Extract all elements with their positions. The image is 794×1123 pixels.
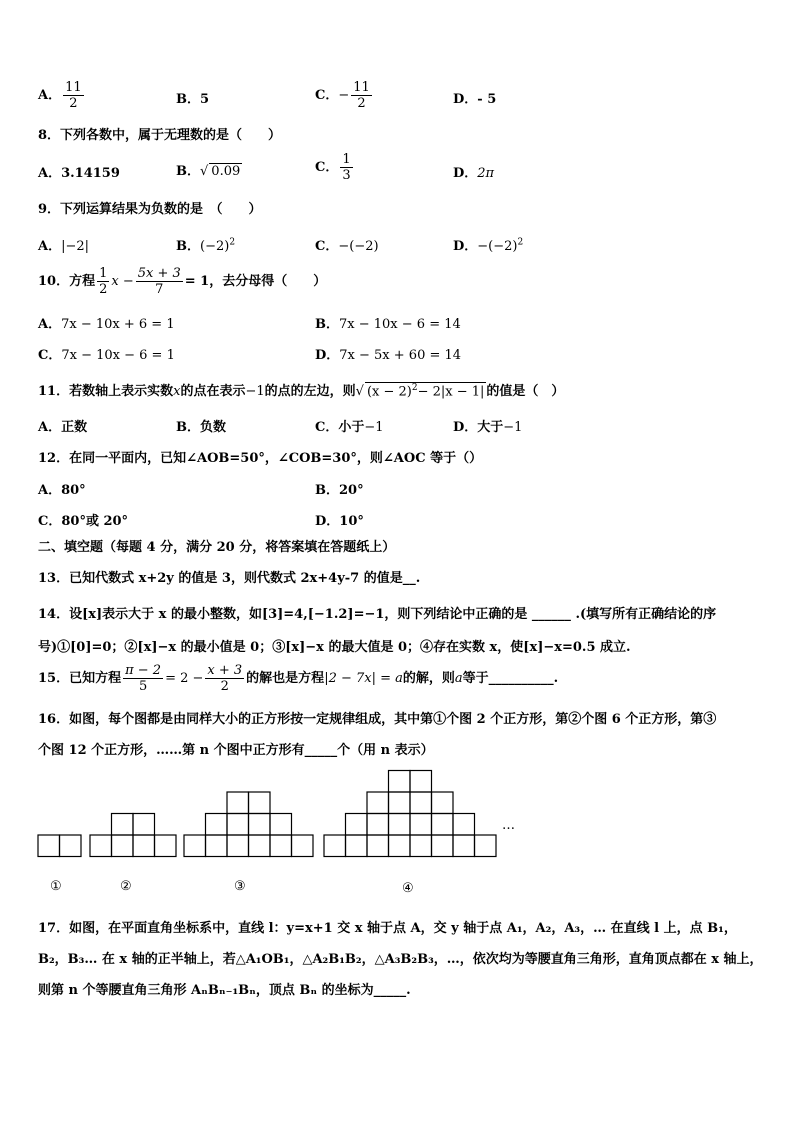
q9-stem: 9．下列运算结果为负数的是 （ ）	[38, 202, 262, 217]
q14-line2: 号)①[0]=0；②[x]−x 的最小值是 0；③[x]−x 的最大值是 0；④存在实数 x，使[x]−x=0.5 成立.	[38, 640, 631, 655]
q13-stem: 13．已知代数式 x+2y 的值是 3，则代数式 2x+4y-7 的值是__.	[38, 571, 421, 586]
q8-option-d: D．2π	[453, 166, 495, 181]
q12-option-a: A．80°	[38, 483, 86, 498]
q8-stem: 8．下列各数中，属于无理数的是（ ）	[38, 128, 282, 143]
q17-line2: B₂，B₃… 在 x 轴的正半轴上，若△A₁OB₁，△A₂B₁B₂，△A₃B₂B₃，…，依次均为等腰直角三角形，直角顶点都在 x 轴上，	[38, 952, 763, 967]
q10-option-a: A．7x − 10x + 6 = 1	[38, 317, 175, 332]
q10-option-c: C．7x − 10x − 6 = 1	[38, 348, 175, 363]
q17-line1: 17．如图，在平面直角坐标系中，直线 l：y=x+1 交 x 轴于点 A，交 y 轴于点 A₁，A₂，A₃，… 在直线 l 上，点 B₁，	[38, 921, 737, 936]
q12-option-b: B．20°	[315, 483, 364, 498]
q7-option-a: A． $\frac{11}{2}$	[38, 80, 82, 111]
q8-option-c: C． $\frac{1}{3}$	[315, 152, 351, 183]
q14-line1: 14．设[x]表示大于 x 的最小整数，如[3]=4,[−1.2]=−1，则下列结论中正确的是 ______ .(填写所有正确结论的序	[38, 607, 717, 622]
q9-option-b: B．$(-2)^2$	[176, 237, 236, 254]
figure-label-1: ①	[50, 879, 62, 894]
q9-option-c: C．−(−2)	[315, 239, 379, 254]
q9-option-d: D．$-(-2)^2$	[453, 237, 524, 254]
q10-option-b: B．7x − 10x − 6 = 14	[315, 317, 461, 332]
pattern-figure-2	[90, 814, 176, 857]
q8-option-a: A．3.14159	[38, 166, 120, 181]
q11-option-d: D．大于−1	[453, 420, 523, 435]
q7-option-c: C．− $\frac{11}{2}$	[315, 80, 370, 111]
q11-option-a: A．正数	[38, 420, 88, 435]
q17-line3: 则第 n 个等腰直角三角形 AₙBₙ₋₁Bₙ，顶点 Bₙ 的坐标为_____.	[38, 983, 411, 998]
q16-line1: 16．如图，每个图都是由同样大小的正方形按一定规律组成，其中第①个图 2 个正方形，第②个图 6 个正方形，第③	[38, 712, 717, 727]
q15-stem: 15．已知方程 $\frac{\pi - 2}{5}$ = 2 − $\frac{x + 3}{2}$ 的解也是方程|2 − 7x| = a的解，则a等于__________.	[38, 663, 559, 694]
q11-stem: 11．若数轴上表示实数x的点在表示−1的点的左边，则√ $(x - 2)^2- 2|x - 1|$ 的值是（ ）	[38, 382, 565, 399]
q10-stem: 10．方程 $\frac{1}{2}$ x − $\frac{5x + 3}{7}$ = 1，去分母得（ ）	[38, 266, 327, 297]
section-heading: 二、填空题（每题 4 分，满分 20 分，将答案填在答题纸上）	[38, 540, 396, 555]
pattern-continuation: …	[502, 818, 515, 833]
q16-line2: 个图 12 个正方形，……第 n 个图中正方形有_____个（用 n 表示）	[38, 743, 434, 758]
pattern-figure-4	[324, 771, 496, 857]
q12-option-c: C．80°或 20°	[38, 514, 129, 529]
q7-option-d: D．- 5	[453, 92, 497, 107]
q12-stem: 12．在同一平面内，已知∠AOB=50°，∠COB=30°，则∠AOC 等于（）	[38, 451, 483, 466]
pattern-figure-3	[184, 792, 313, 857]
q7-option-b: B．5	[176, 92, 210, 107]
q11-option-c: C．小于−1	[315, 420, 384, 435]
pattern-figure-1	[38, 835, 81, 857]
q12-option-d: D．10°	[315, 514, 364, 529]
q8-option-b: B．√ 0.09	[176, 164, 241, 179]
figure-label-2: ②	[120, 879, 132, 894]
q10-option-d: D．7x − 5x + 60 = 14	[315, 348, 462, 363]
q11-option-b: B．负数	[176, 420, 226, 435]
figure-label-3: ③	[234, 879, 246, 894]
figure-label-4: ④	[402, 881, 414, 896]
q9-option-a: A．|−2|	[38, 239, 90, 254]
